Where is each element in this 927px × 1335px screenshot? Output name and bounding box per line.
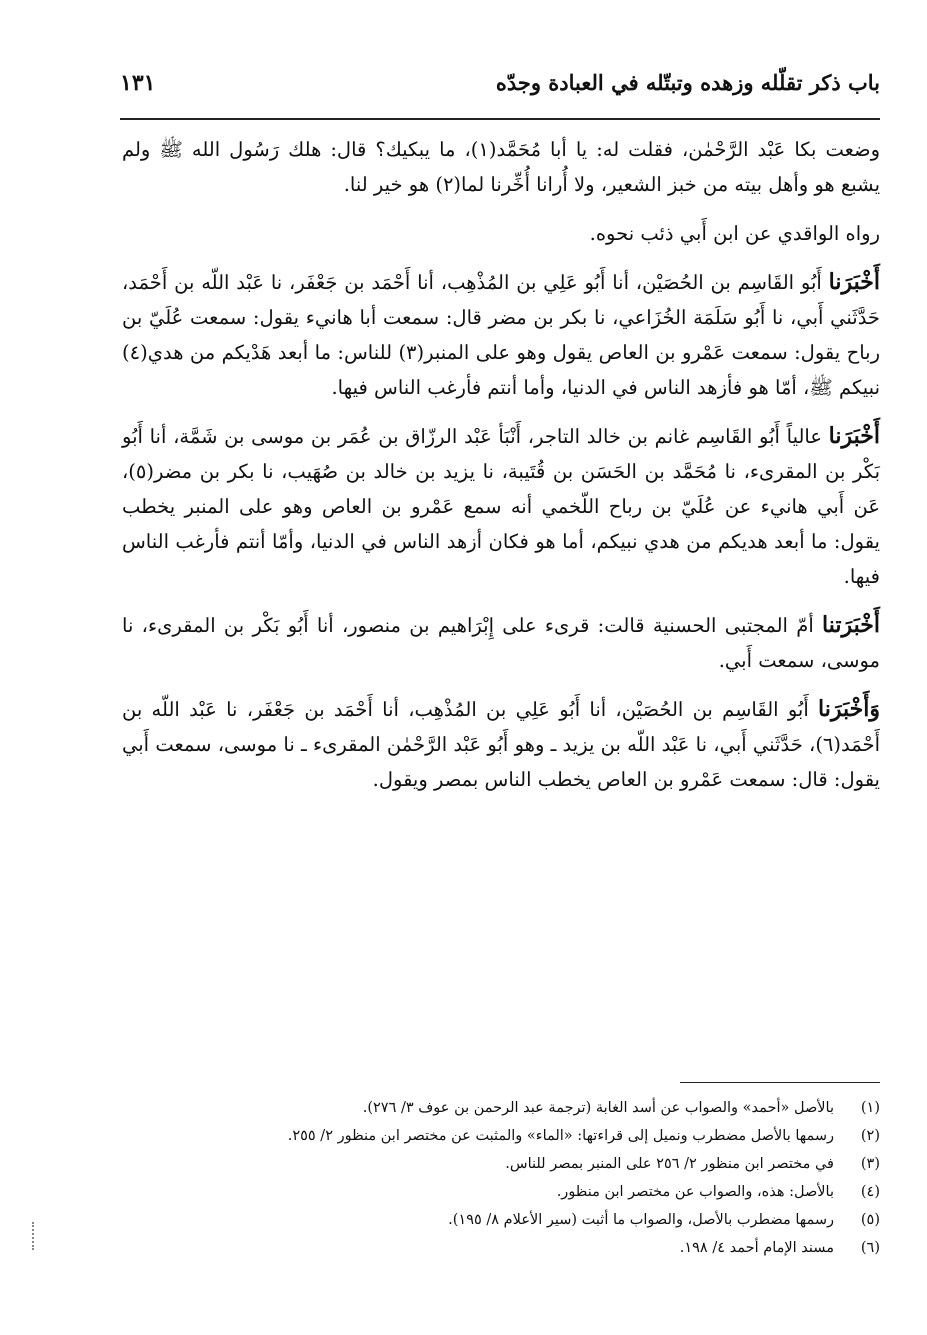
paragraph-3 [122,265,880,405]
page-number: ١٣١ [120,70,156,96]
paragraph-text: وضعت بكا عَبْد الرَّحْمٰن، فقلت له: يا أبا مُحَمَّد(١)، ما يبكيك؟ قال: هلك رَسُول الله ﷺ ولم يشبع هو وأهل بيته من خبز الشعير، ولا أُرانا أُخِّرنا لما(٢) هو خير لنا. [122,138,880,196]
header-divider [120,118,880,120]
isnad-keyword: أَخْبَرَنا [828,423,880,449]
footnote-text: في مختصر ابن منظور ٢/ ٢٥٦ على المنبر بمصر للناس. [505,1156,834,1172]
running-title: باب ذكر تقلّله وزهده وتبتّله في العبادة وجدّه [495,70,880,95]
paragraph-4 [122,419,880,594]
footnote-text: رسمها بالأصل مضطرب ونميل إلى قراءتها: «الماء» والمثبت عن مختصر ابن منظور ٢/ ٢٥٥. [287,1128,834,1144]
footnote-divider [680,1082,880,1083]
footnote [122,1094,880,1122]
footnotes [122,1094,880,1262]
paragraph-text: عالياً أَبُو القَاسِم غانم بن خالد التاجر، أَنْبَأ عَبْد الرزّاق بن عُمَر بن موسى بن شَمَّة، أنا أَبُو بَكْر بن المقرىء، نا مُحَمَّد بن الحَسَن بن قُتَيبة، نا يزيد بن خالد بن صُهَيب، نا بكر بن مضر(٥)، عَن أَبي هانيء عن عُلَيّ بن رباح اللّخمي أنه سمع عَمْرو بن العاص وهو على المنبر يخطب يقول: ما أبعد هديكم من هدي نبيكم، أما هو فكان أزهد الناس في الدنيا، وأمّا أنتم فأرغب الناس فيها. [122,425,880,588]
isnad-keyword: أَخْبَرَنا [828,269,880,295]
isnad-keyword: وَأَخْبَرَنا [818,696,880,722]
footnote-number: (٦) [860,1240,880,1256]
footnote-text: رسمها مضطرب بالأصل، والصواب ما أثبت (سير الأعلام ٨/ ١٩٥). [448,1212,834,1228]
paragraph-5 [122,608,880,678]
footnote [122,1234,880,1262]
paragraph-1 [122,132,880,202]
footnote-number: (٣) [860,1156,880,1172]
footnote [122,1122,880,1150]
footnote-text: بالأصل «أحمد» والصواب عن أسد الغابة (ترجمة عبد الرحمن بن عوف ٣/ ٢٧٦). [362,1100,834,1116]
page-header [120,62,880,112]
footnote [122,1206,880,1234]
footnote [122,1150,880,1178]
footnote-number: (١) [860,1100,880,1116]
footnote-text: مسند الإمام أحمد ٤/ ١٩٨. [679,1240,834,1256]
footnote-text: بالأصل: هذه، والصواب عن مختصر ابن منظور. [556,1184,834,1200]
footnote [122,1178,880,1206]
paragraph-text: أَبُو القَاسِم بن الحُصَيْن، أنا أَبُو عَلِي بن المُذْهِب، أنا أَحْمَد بن جَعْفَر، نا عَبْد اللّه بن أَحْمَد، حَدَّثَني أَبي، نا أَبُو سَلَمَة الخُزَاعي، نا بكر بن مضر قال: سمعت أبا هانيء يقول: سمعت عُلَيّ بن رباح يقول: سمعت عَمْرو بن العاص يقول وهو على المنبر(٣) للناس: ما أبعد هَدْيكم من هدي(٤) نبيكم ﷺ، أمّا هو فأزهد الناس في الدنيا، وأما أنتم فأرغب الناس فيها. [122,271,880,399]
paragraph-2 [122,216,880,251]
footnote-number: (٢) [860,1128,880,1144]
scan-margin-mark [32,1222,36,1250]
footnote-number: (٥) [860,1212,880,1228]
isnad-keyword: أَخْبَرَتنا [822,612,880,638]
paragraph-text: أَبُو القَاسِم بن الحُصَيْن، أنا أَبُو عَلِي بن المُذْهِب، أنا أَحْمَد بن جَعْفَر، نا عَبْد اللّه بن أَحْمَد(٦)، حَدَّثَني أَبي، نا عَبْد اللّه بن يزيد ـ وهو أَبُو عَبْد الرَّحْمٰن المقرىء ـ نا موسى، سمعت أَبي يقول: قال: سمعت عَمْرو بن العاص يخطب الناس بمصر ويقول. [122,698,880,791]
paragraph-6 [122,692,880,797]
footnote-number: (٤) [860,1184,880,1200]
paragraph-text: أمّ المجتبى الحسنية قالت: قرىء على إِبْرَاهيم بن منصور، أنا أَبُو بَكْر بن المقرىء، نا موسى، سمعت أَبي. [122,614,880,672]
paragraph-text: رواه الواقدي عن ابن أَبي ذئب نحوه. [589,222,880,245]
main-text [122,132,880,811]
